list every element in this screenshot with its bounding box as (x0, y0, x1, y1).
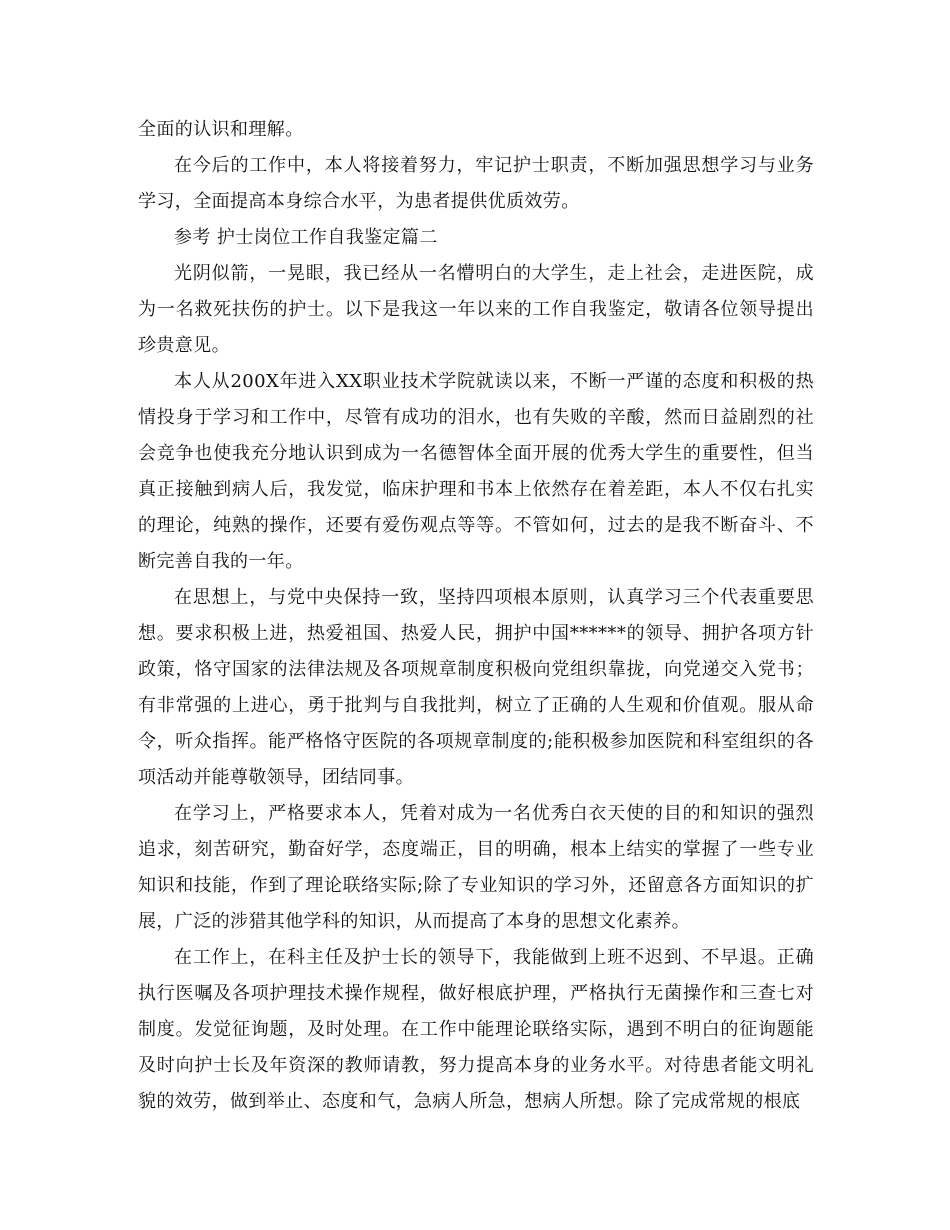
paragraph-1: 全面的认识和理解。 (138, 119, 304, 140)
paragraph-6: 在学习上，严格要求本人，凭着对成为一名优秀白衣天使的目的和知识的强烈追求，刻苦研究，勤奋好学，态度端正，目的明确，根本上结实的掌握了一些专业知识和技能，作到了理论联络实际;除了专业知识的学习外，还留意各方面知识的扩展，广泛的涉猎其他学科的知识，从而提高了本身的思想文化素养。 (138, 803, 814, 932)
paragraph-4: 本人从200X年进入XX职业技术学院就读以来，不断一严谨的态度和积极的热情投身于学习和工作中，尽管有成功的泪水，也有失败的辛酸，然而日益剧烈的社会竞争也使我充分地认识到成为一名德智体全面开展的优秀大学生的重要性，但当真正接触到病人后，我发觉，临床护理和书本上依然存在着差距，本人不仅右扎实的理论，纯熟的操作，还要有爱伤观点等等。不管如何，过去的是我不断奋斗、不断完善自我的一年。 (138, 371, 814, 572)
paragraph-3: 光阴似箭，一晃眼，我已经从一名懵明白的大学生，走上社会，走进医院，成为一名救死扶伤的护士。以下是我这一年以来的工作自我鉴定，敬请各位领导提出珍贵意见。 (138, 263, 814, 356)
paragraph-5: 在思想上，与党中央保持一致，坚持四项根本原则，认真学习三个代表重要思想。要求积极上进，热爱祖国、热爱人民，拥护中国******的领导、拥护各项方针政策，恪守国家的法律法规及各项规章制度积极向党组织靠拢，向党递交入党书；有非常强的上进心，勇于批判与自我批判，树立了正确的人生观和价值观。服从命令，听众指挥。能严格恪守医院的各项规章制度的;能积极参加医院和科室组织的各项活动并能尊敬领导，团结同事。 (138, 587, 814, 788)
paragraph-2: 在今后的工作中，本人将接着努力，牢记护士职责，不断加强思想学习与业务学习，全面提高本身综合水平，为患者提供优质效劳。 (138, 155, 814, 212)
document-body (138, 112, 814, 1120)
paragraph-7: 在工作上，在科主任及护士长的领导下，我能做到上班不迟到、不早退。正确执行医嘱及各项护理技术操作规程，做好根底护理，严格执行无菌操作和三查七对制度。发觉征询题，及时处理。在工作中能理论联络实际，遇到不明白的征询题能及时向护士长及年资深的教师请教，努力提高本身的业务水平。对待患者能文明礼貌的效劳，做到举止、态度和气，急病人所急，想病人所想。除了完成常规的根底 (138, 947, 814, 1112)
section-heading: 参考 护士岗位工作自我鉴定篇二 (174, 227, 438, 248)
